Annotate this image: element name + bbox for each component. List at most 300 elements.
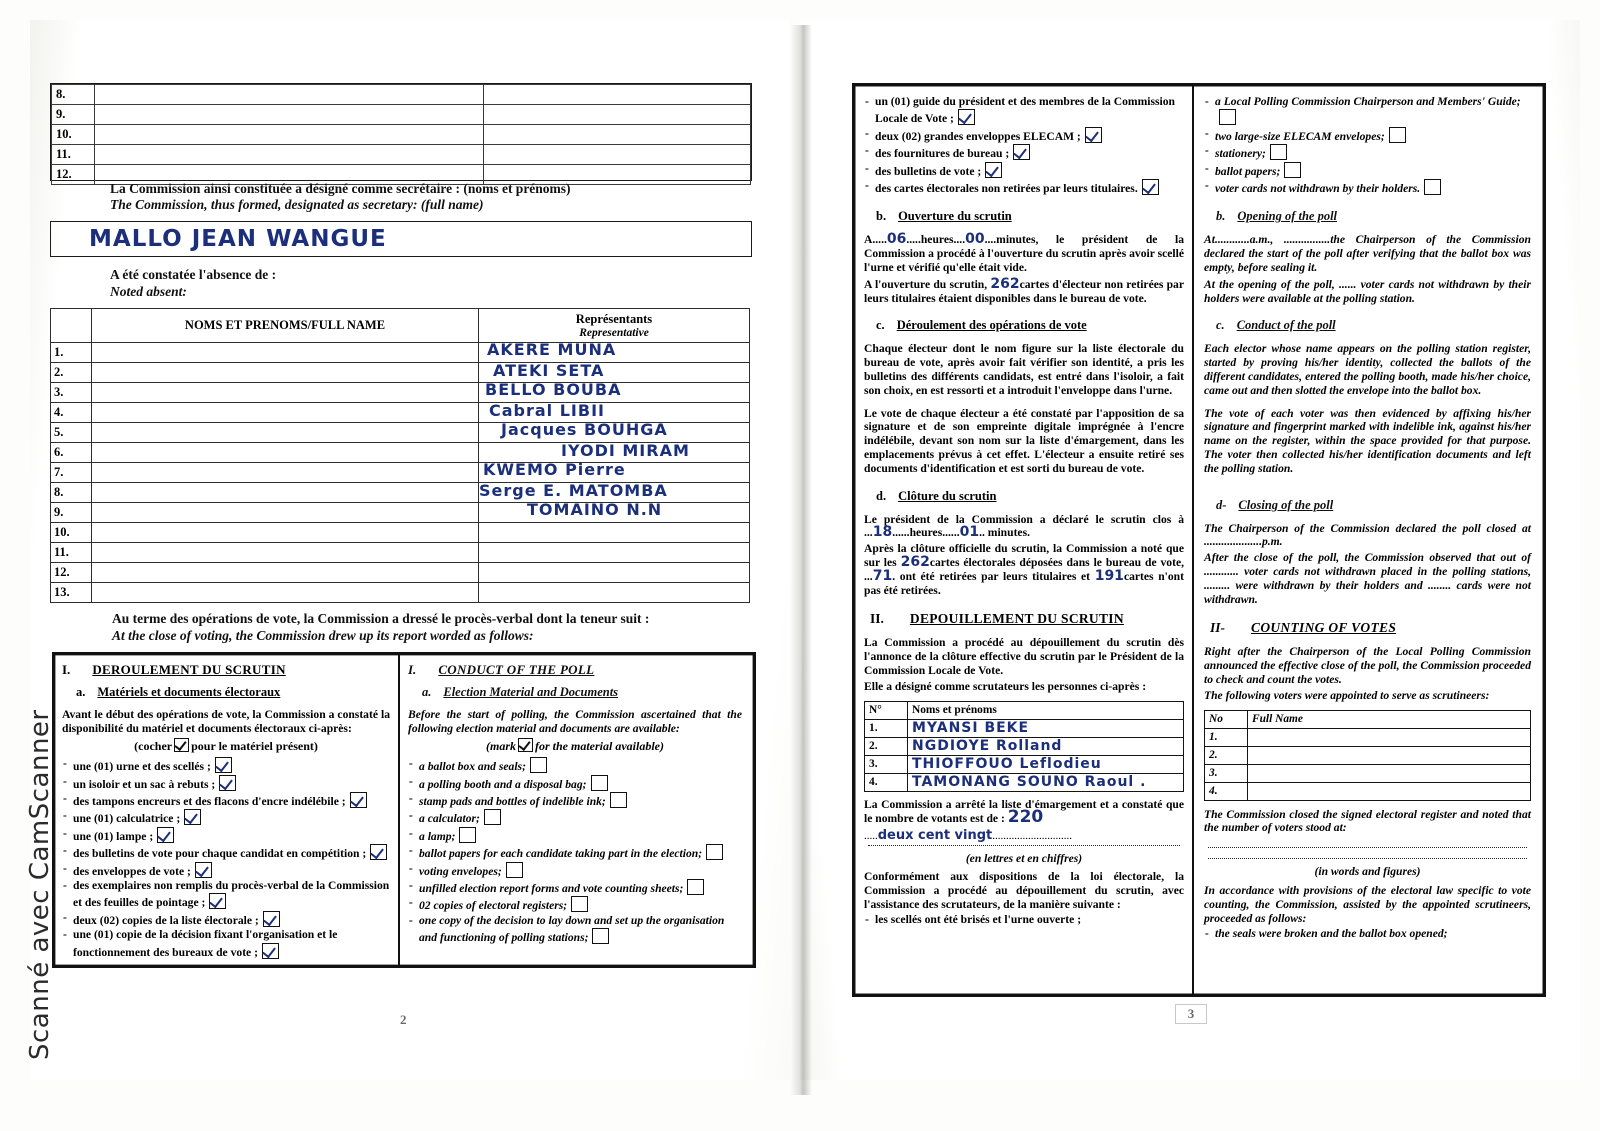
row-rep-cell[interactable] xyxy=(484,105,751,125)
absent-col-name: NOMS ET PRENOMS/FULL NAME xyxy=(92,309,479,343)
counting-heading-fr xyxy=(870,611,1184,627)
opening-p1c-fr: minutes, le président de la Commission a procédé à l'ouverture du scrutin après avoir scellé l'urne et vérifié qu'elle était vide. xyxy=(864,233,1184,275)
mark-suffix-fr: pour le matériel présent) xyxy=(191,739,318,754)
absent-row-number: 3. xyxy=(51,383,92,403)
counting-bullets-fr xyxy=(864,913,1184,927)
scrutineers-table-en xyxy=(1204,710,1531,801)
counting-para1-en: Right after the Chairperson of the Local Polling Commission announced the effective close of the poll, the Commission proceeded to check and count the votes. xyxy=(1204,645,1531,686)
closing-para2-en: After the close of the poll, the Commission observed that out of ............ voter cards not withdrawn placed in the polling stations, ......... were withdrawn by their holders and ........ cards were not withdrawn. xyxy=(1204,551,1531,606)
checkbox-icon[interactable] xyxy=(506,862,523,878)
table-row xyxy=(51,443,750,463)
subsection-letter-fr: a. xyxy=(76,685,86,699)
row-name-cell[interactable] xyxy=(95,145,484,165)
right-column-english xyxy=(1194,85,1539,995)
absent-row-name[interactable] xyxy=(92,403,479,423)
checkbox-icon[interactable] xyxy=(1284,162,1301,178)
absent-row-representative[interactable]: KWEMO Pierre xyxy=(479,463,750,483)
counting-para3-fr: Conformément aux dispositions de la loi électorale, la Commission a procédé au dépouillement du scrutin, avec l'assistance des scrutateurs, de la manière suivante : xyxy=(864,870,1184,911)
tick-example-icon-en xyxy=(518,738,533,752)
absent-row-number: 5. xyxy=(51,423,92,443)
checklist-label: a ballot box and seals; xyxy=(419,760,526,774)
checklist-item xyxy=(1204,144,1531,161)
table-row xyxy=(1205,764,1531,782)
checklist-item xyxy=(408,775,742,792)
absent-row-representative[interactable]: Cabral LIBII xyxy=(479,403,750,423)
table-row xyxy=(865,737,1184,755)
absent-row-name[interactable] xyxy=(92,563,479,583)
absent-row-number: 10. xyxy=(51,523,92,543)
counting-para2-fr: Elle a désigné comme scrutateurs les personnes ci-après : xyxy=(864,679,1147,693)
table-row xyxy=(51,463,750,483)
scrutineer-col-no-fr: N° xyxy=(865,701,908,719)
checklist-item xyxy=(62,844,390,861)
closing-p2b-fr: cartes électorales déposées dans le bureau de vote, xyxy=(929,555,1184,569)
table-row xyxy=(51,383,750,403)
counting-roman-en: II- xyxy=(1210,620,1226,636)
checklist-item xyxy=(408,879,742,896)
absent-row-name[interactable] xyxy=(92,463,479,483)
closing-p1a-fr: Le président de la Commission a déclaré le scrutin clos à xyxy=(864,512,1184,526)
checkbox-checked-icon[interactable] xyxy=(209,893,226,909)
row-rep-cell[interactable] xyxy=(484,85,751,105)
closing-minutes-value: 01 xyxy=(959,524,980,541)
checklist-item xyxy=(864,144,1184,161)
checklist-label: des fournitures de bureau ; xyxy=(875,147,1010,161)
table-row xyxy=(51,423,750,443)
checkbox-checked-icon[interactable] xyxy=(1085,127,1102,143)
conduct-para1-fr: Chaque électeur dont le nom figure sur la liste électorale du bureau de vote, après avoir fait vérifier son identité, a pris les bulletins des différents candidats, est entré dans l'isoloir, a fait son choix, en est ressorti et a introduit l'enveloppe dans l'urne. xyxy=(864,342,1184,397)
section-title-fr: DEROULEMENT DU SCRUTIN xyxy=(92,662,286,677)
checklist-item xyxy=(62,911,390,928)
secretary-name-field[interactable] xyxy=(50,221,752,257)
absent-row-number: 7. xyxy=(51,463,92,483)
counting-heading-en xyxy=(1210,620,1531,636)
opening-hours-value: 06 xyxy=(886,231,907,248)
counting-bullets-en xyxy=(1204,927,1531,941)
checklist-label: deux (02) grandes enveloppes ELECAM ; xyxy=(875,129,1081,143)
subsection-heading-fr xyxy=(76,685,390,700)
closing-para1-fr: Le président de la Commission a déclaré le scrutin clos à ...18......heures......01.. minutes. xyxy=(864,512,1184,541)
checklist-item xyxy=(62,809,390,826)
checklist-label: un isoloir et un sac à rebuts ; xyxy=(73,777,216,791)
checklist-item xyxy=(1204,127,1531,144)
scrutineer-name[interactable]: NGDIOYE Rolland xyxy=(908,737,1184,755)
counting-para1-fr: La Commission a procédé au dépouillement du scrutin dès l'annonce de la clôture effective du scrutin par le Président de la Commission Locale de Vote. xyxy=(864,636,1184,677)
scrutineer-number: 4. xyxy=(865,773,908,791)
section-title-en: CONDUCT OF THE POLL xyxy=(438,662,595,677)
row-number: 9. xyxy=(52,105,95,125)
opening-p1a-fr: A xyxy=(864,233,873,247)
checkbox-checked-icon[interactable] xyxy=(195,862,212,878)
secretary-label-fr: La Commission ainsi constituée a désigné comme secrétaire : (noms et prénoms) xyxy=(110,181,571,196)
closing-withdrawn-value: 71 xyxy=(872,567,893,584)
closing-paragraph-en: At the close of voting, the Commission drew up its report worded as follows: xyxy=(112,628,534,643)
table-row xyxy=(1205,728,1531,746)
checklist-label: un (01) guide du président et des membres de la Commission Locale de Vote ; xyxy=(875,95,1175,126)
checklist-label: des enveloppes de vote ; xyxy=(73,864,191,878)
checklist-item xyxy=(408,914,742,946)
conduct-title-en: Conduct of the poll xyxy=(1236,318,1336,333)
checkbox-icon[interactable] xyxy=(687,879,704,895)
closing-not-withdrawn-value: 191 xyxy=(1094,567,1124,584)
checklist-label: des exemplaires non remplis du procès-verbal de la Commission et des feuilles de pointage ; xyxy=(73,879,390,910)
table-row xyxy=(865,755,1184,773)
material-checklist-fr-cont xyxy=(864,95,1184,196)
absent-label xyxy=(110,266,276,300)
table-row xyxy=(51,363,750,383)
table-row xyxy=(51,563,750,583)
conduct-para1-en: Each elector whose name appears on the polling station register, started by proving his/her identity, collected the ballots of the different candidates, entered the polling booth, made his/her choice, came out and then slotted the envelope into the ballot box. xyxy=(1204,342,1531,397)
conduct-of-poll-box xyxy=(52,652,756,968)
absent-row-name[interactable] xyxy=(92,423,479,443)
conduct-para2-en: The vote of each voter was then evidenced by affixing his/her signature and fingerprint marked with indelible ink, against his/her name on the register, within the space provided for that purpose. The voter then collected his/her identification documents and left the polling station. xyxy=(1204,406,1531,475)
checklist-label: des cartes électorales non retirées par leurs titulaires. xyxy=(875,182,1138,196)
checkbox-checked-icon[interactable] xyxy=(184,809,201,825)
scrutineer-name[interactable]: TAMONANG SOUNO Raoul . xyxy=(908,773,1184,791)
checkbox-icon[interactable] xyxy=(530,757,547,773)
table-row xyxy=(51,523,750,543)
absent-col-rep-en: Representative xyxy=(579,327,649,339)
table-row xyxy=(52,85,751,105)
counting-para2-en: The following voters were appointed to serve as scrutineers: xyxy=(1204,688,1490,702)
absent-row-representative[interactable]: BELLO BOUBA xyxy=(479,383,750,403)
checkbox-checked-icon[interactable] xyxy=(262,943,279,959)
table-row xyxy=(51,503,750,523)
absent-col-rep-fr: Représentants xyxy=(575,312,653,326)
table-row xyxy=(1205,746,1531,764)
mark-suffix-en: for the material available) xyxy=(535,739,664,754)
material-checklist-en xyxy=(408,757,742,945)
checklist-item xyxy=(408,827,742,844)
opening-hours-label: heures xyxy=(920,233,954,247)
conduct-para2-fr: Le vote de chaque électeur a été constaté par l'apposition de sa signature et de son empreinte digitale imprégnée à l'encre indélébile, devant son nom sur la liste d'émargement, dans les emplacements prévus à cet effet. L'électeur a ensuite retiré ses documents d'identification et est sorti du bureau de vote. xyxy=(864,406,1184,475)
checklist-item xyxy=(62,792,390,809)
checklist-item xyxy=(62,862,390,879)
checklist-label: une (01) urne et des scellés ; xyxy=(73,760,211,774)
secretary-label-en: The Commission, thus formed, designated as secretary: (full name) xyxy=(110,197,484,212)
table-row xyxy=(865,719,1184,737)
closing-p1c-fr: minutes. xyxy=(987,526,1030,540)
absent-persons-table xyxy=(50,308,750,603)
opening-title-fr: Ouverture du scrutin xyxy=(898,209,1012,224)
conduct-heading-fr xyxy=(876,318,1184,333)
absent-row-representative[interactable]: Jacques BOUHGA xyxy=(479,423,750,443)
absent-row-name[interactable] xyxy=(92,543,479,563)
opening-cards-value: 262 xyxy=(990,275,1020,292)
checklist-label: 02 copies of electoral registers; xyxy=(419,899,568,913)
checklist-item xyxy=(408,809,742,826)
absent-row-representative[interactable] xyxy=(479,523,750,543)
counting-title-fr: DEPOUILLEMENT DU SCRUTIN xyxy=(909,611,1124,627)
checklist-label: une (01) lampe ; xyxy=(73,829,154,843)
scrutineer-name[interactable] xyxy=(1248,746,1531,764)
opening-para2-fr xyxy=(864,275,1184,306)
checklist-item xyxy=(62,757,390,774)
absent-label-fr: A été constatée l'absence de : xyxy=(110,267,277,282)
words-figures-label-en: (in words and figures) xyxy=(1314,865,1421,879)
voters-prefix-text-fr: La Commission a arrêté la liste d'émargement et a constaté que le nombre de votants est de : xyxy=(864,797,1184,826)
closing-p2c-fr: ont été retirées par leurs titulaires et xyxy=(899,569,1091,583)
table-row xyxy=(51,583,750,603)
scrutineer-number: 2. xyxy=(1205,746,1248,764)
checklist-label: des bulletins de vote ; xyxy=(875,164,982,178)
checklist-label: a lamp; xyxy=(419,829,456,843)
voters-count-prefix-en: The Commission closed the signed electoral register and noted that the number of voters stood at: xyxy=(1204,807,1531,835)
checkbox-checked-icon[interactable] xyxy=(1013,144,1030,160)
scrutineer-col-no-en: No xyxy=(1205,710,1248,728)
absent-row-representative[interactable]: TOMAINO N.N xyxy=(479,503,750,523)
closing-para1-en: The Chairperson of the Commission declared the poll closed at ....................p.m. xyxy=(1204,521,1531,549)
checkbox-icon[interactable] xyxy=(571,896,588,912)
checklist-label: ballot papers; xyxy=(1215,164,1281,178)
checkbox-checked-icon[interactable] xyxy=(157,827,174,843)
absent-row-representative[interactable] xyxy=(479,543,750,563)
checkbox-icon[interactable] xyxy=(1389,127,1406,143)
voters-words-value: deux cent vingt xyxy=(877,828,993,844)
right-column-french: - un (01) guide du président et des membres de la Commission Locale de Vote ; - deux (02) grandes enveloppes ELECAM ; - des fournitures de bureau ; - des bulletins de vote ; - des cartes électorales non retirées par leurs titulaires. b. Ouverture du scrutin A.....06.....heures....00....minutes, le président de la Commission a procédé à l'ouverture du scrutin après avoir scellé l'urne et vérifié qu'elle était vide. A l'ouverture du scrutin, 262cartes d'électeur non retirées par leurs titulaires étaient disponibles dans le bureau de vote. c. Déroulement des opérations de vote Chaque électeur dont le nom figure sur la liste électorale du bureau de vote, après avoir fait vérifier son identité, a pris les bulletins des différents candidats, est entré dans l'isoloir, a fait son choix, en est ressorti et a introduit l'enveloppe dans l'urne. Le vote de chaque électeur a été constaté par l'apposition de sa signature et de son empreinte digitale imprégnée à l'encre indélébile, devant son nom sur la liste d'émargement, dans les emplacements prévus à cet effet. L'électeur a ensuite retiré ses documents d'identification et est sorti du bureau de vote. d. Clôture du scrutin Le président de la Commission a déclaré le scrutin clos à ...18......heures......01.. minutes. Après la clôture officielle du scrutin, la Commission a noté que sur les 262cartes électorales déposées dans le bureau de vote, ...71. ont été retirées par leurs titulaires et 191cartes n'ont pas été retirées. II. DEPOUILLEMENT DU SCRUTIN La Commission a procédé au dépouillement du scrutin dès l'annonce de la clôture effective du scrutin par le Président de la Commission Locale de Vote. Elle a désigné comme scrutateurs les personnes ci-après : N° Noms et prénoms 1. MYANSI BEKE 2. NGDIOYE Rolland 3. THIOFFOUO Leflodieu 4. TAMONANG SOUNO Raoul . La Commission a arrêté la liste d'émargement et a constaté que le nombre de votants est de : 220 .....deux cent vingt............................. (en lettres et en chiffres) Conformément aux dispositions de la loi électorale, la Commission a procédé au dépouillement du scrutin, avec l'assistance des scrutateurs, de la manière suivante : - les scellés ont été brisés et l'urne ouverte ; xyxy=(854,85,1194,995)
conduct-letter-fr: c. xyxy=(876,318,885,333)
checkbox-icon[interactable] xyxy=(592,928,609,944)
absent-row-representative[interactable] xyxy=(479,583,750,603)
counting-bullet-1-en: - the seals were broken and the ballot box opened; xyxy=(1204,927,1531,941)
material-checklist-fr xyxy=(62,757,390,960)
absent-row-name[interactable] xyxy=(92,363,479,383)
opening-p2a-fr: A l'ouverture du scrutin, xyxy=(864,277,988,291)
checklist-label: voting envelopes; xyxy=(419,864,502,878)
checklist-label: une (01) calculatrice ; xyxy=(73,812,181,826)
scrutineer-number: 2. xyxy=(865,737,908,755)
row-number: 12. xyxy=(52,165,95,185)
closing-total-cards-value: 262 xyxy=(900,553,930,570)
checklist-label: a polling booth and a disposal bag; xyxy=(419,777,587,791)
checklist-item xyxy=(62,827,390,844)
absent-col-number xyxy=(51,309,92,343)
absent-row-name[interactable] xyxy=(92,503,479,523)
row-number: 11. xyxy=(52,145,95,165)
closing-hours-value: 18 xyxy=(872,524,893,541)
absent-row-name[interactable] xyxy=(92,343,479,363)
subsection-title-en: Election Material and Documents xyxy=(443,685,619,699)
conduct-letter-en: c. xyxy=(1216,318,1225,333)
scrutineer-name[interactable] xyxy=(1248,764,1531,782)
checkbox-icon[interactable] xyxy=(1424,179,1441,195)
absent-row-representative[interactable]: AKERE MUNA xyxy=(479,343,750,363)
absent-row-number: 2. xyxy=(51,363,92,383)
absent-col-representative xyxy=(479,309,750,343)
checkbox-icon[interactable] xyxy=(1270,144,1287,160)
mark-instruction-en xyxy=(408,738,742,754)
checklist-label: a Local Polling Commission Chairperson and Members' Guide; xyxy=(1215,95,1521,108)
scrutineer-number: 1. xyxy=(865,719,908,737)
checklist-item xyxy=(408,896,742,913)
opening-heading-en xyxy=(1216,209,1531,224)
closing-paragraph xyxy=(112,610,752,644)
tick-example-icon xyxy=(174,738,189,752)
row-rep-cell[interactable] xyxy=(484,145,751,165)
absent-row-representative[interactable] xyxy=(479,563,750,583)
checkbox-icon[interactable] xyxy=(484,809,501,825)
row-rep-cell[interactable] xyxy=(484,125,751,145)
page-gutter-shadow xyxy=(790,25,812,1095)
voters-dotline-en-2 xyxy=(1208,857,1527,859)
closing-paragraph-fr: Au terme des opérations de vote, la Commission a dressé le procès-verbal dont la teneur suit : xyxy=(112,611,650,626)
secretary-name-value: MALLO JEAN WANGUE xyxy=(89,226,387,252)
absent-row-name[interactable] xyxy=(92,443,479,463)
table-row xyxy=(52,125,751,145)
section-heading-fr xyxy=(62,662,390,678)
scrutineer-number: 1. xyxy=(1205,728,1248,746)
checklist-label: deux (02) copies de la liste électorale ; xyxy=(73,913,259,927)
scrutineer-name[interactable] xyxy=(1248,782,1531,800)
checkbox-checked-icon[interactable] xyxy=(1142,179,1159,195)
closing-title-en: Closing of the poll xyxy=(1238,497,1334,512)
conduct-column-french xyxy=(54,654,400,966)
opening-heading-fr xyxy=(876,209,1184,224)
absent-row-number: 12. xyxy=(51,563,92,583)
absent-row-name[interactable] xyxy=(92,483,479,503)
counting-bullet-1-fr: - les scellés ont été brisés et l'urne ouverte ; xyxy=(864,913,1184,927)
checklist-item xyxy=(1204,179,1531,196)
conduct-heading-en xyxy=(1216,318,1531,333)
section-heading-en xyxy=(408,662,742,678)
checklist-item xyxy=(62,928,390,960)
checklist-label: ballot papers for each candidate taking part in the election; xyxy=(419,847,703,861)
opening-letter-fr: b. xyxy=(876,209,887,224)
conduct-title-fr: Déroulement des opérations de vote xyxy=(896,318,1087,333)
checkbox-checked-icon[interactable] xyxy=(958,109,975,125)
absent-row-number: 1. xyxy=(51,343,92,363)
row-name-cell[interactable] xyxy=(95,125,484,145)
closing-para2-fr: Après la clôture officielle du scrutin, la Commission a noté que sur les 262cartes électorales déposées dans le bureau de vote, ...71. ont été retirées par leurs titulaires et 191cartes n'ont pas été retirées. xyxy=(864,542,1184,597)
checklist-item xyxy=(408,844,742,861)
checklist-label: des bulletins de vote pour chaque candidat en compétition ; xyxy=(73,847,367,861)
opening-letter-en: b. xyxy=(1216,209,1226,224)
checklist-item xyxy=(864,162,1184,179)
material-checklist-en-cont xyxy=(1204,95,1531,196)
scrutineer-col-name-en: Full Name xyxy=(1248,710,1531,728)
row-name-cell[interactable] xyxy=(95,105,484,125)
counting-para3-en: In accordance with provisions of the electoral law specific to vote counting, the Commission, assisted by the appointed scrutineers, proceeded as follows: xyxy=(1204,884,1531,925)
checkbox-icon[interactable] xyxy=(1219,109,1236,125)
absent-row-number: 9. xyxy=(51,503,92,523)
scrutineers-table-fr xyxy=(864,701,1184,792)
scrutineer-name[interactable] xyxy=(1248,728,1531,746)
closing-title-fr: Clôture du scrutin xyxy=(898,488,997,503)
mark-prefix-fr: (cocher xyxy=(134,739,173,754)
table-row xyxy=(51,343,750,363)
checkbox-checked-icon[interactable] xyxy=(370,844,387,860)
scrutineer-col-name-fr: Noms et prénoms xyxy=(908,701,1184,719)
closing-heading-en xyxy=(1216,498,1531,513)
checkbox-checked-icon[interactable] xyxy=(215,757,232,773)
checkbox-icon[interactable] xyxy=(459,827,476,843)
opening-p2b-fr: cartes d'électeur non retirées par leurs titulaires étaient disponibles dans le bureau de vote. xyxy=(864,277,1184,305)
conduct-column-english xyxy=(400,654,750,966)
words-figures-label-fr: (en lettres et en chiffres) xyxy=(965,852,1083,866)
checklist-item xyxy=(864,95,1184,127)
checkbox-checked-icon[interactable] xyxy=(985,162,1002,178)
scrutineer-name[interactable]: MYANSI BEKE xyxy=(908,719,1184,737)
absent-row-number: 11. xyxy=(51,543,92,563)
closing-p2d-fr: cartes n'ont pas été retirées. xyxy=(864,569,1184,597)
absent-row-representative[interactable]: Serge E. MATOMBA xyxy=(479,483,750,503)
closing-heading-fr xyxy=(876,489,1184,504)
closing-p2a-fr: Après la clôture officielle du scrutin, la Commission a noté que sur les xyxy=(864,542,1184,569)
row-name-cell[interactable] xyxy=(95,85,484,105)
scrutineer-number: 4. xyxy=(1205,782,1248,800)
row-number: 10. xyxy=(52,125,95,145)
absent-row-number: 13. xyxy=(51,583,92,603)
closing-letter-fr: d. xyxy=(876,488,887,503)
checkbox-checked-icon[interactable] xyxy=(350,792,367,808)
checklist-label: une (01) copie de la décision fixant l'organisation et le fonctionnement des bureaux de vote ; xyxy=(73,928,338,959)
absent-row-number: 6. xyxy=(51,443,92,463)
checklist-label: des tampons encreurs et des flacons d'encre indélébile ; xyxy=(73,795,346,808)
opening-title-en: Opening of the poll xyxy=(1237,209,1338,224)
counting-roman-fr: II. xyxy=(870,611,884,627)
checklist-label: stamp pads and bottles of indelible ink; xyxy=(419,795,606,808)
checklist-label: voter cards not withdrawn by their holders. xyxy=(1215,182,1421,196)
checklist-item xyxy=(408,757,742,774)
checklist-item xyxy=(408,792,742,809)
absent-row-name[interactable] xyxy=(92,383,479,403)
table-row xyxy=(865,773,1184,791)
section-roman-fr: I. xyxy=(62,662,71,677)
checkbox-checked-icon[interactable] xyxy=(263,911,280,927)
absent-row-number: 4. xyxy=(51,403,92,423)
camscanner-watermark: Scanné avec CamScanner xyxy=(25,709,55,1060)
absent-row-representative[interactable]: IYODI MIRAM xyxy=(479,443,750,463)
row-number: 8. xyxy=(52,85,95,105)
checklist-label: stationery; xyxy=(1215,147,1266,161)
checklist-label: unfilled election report forms and vote counting sheets; xyxy=(419,882,684,896)
table-row xyxy=(51,543,750,563)
absent-row-name[interactable] xyxy=(92,583,479,603)
closing-letter-en: d- xyxy=(1216,497,1227,512)
opening-para1-fr: A.....06.....heures....00....minutes, le président de la Commission a procédé à l'ouverture du scrutin après avoir scellé l'urne et vérifié qu'elle était vide. xyxy=(864,231,1184,275)
checklist-item xyxy=(408,862,742,879)
material-intro-en: Before the start of polling, the Commission ascertained that the following election material and documents are available: xyxy=(408,708,742,735)
checkbox-checked-icon[interactable] xyxy=(219,775,236,791)
scrutineer-name[interactable]: THIOFFOUO Leflodieu xyxy=(908,755,1184,773)
voters-count-prefix-fr xyxy=(864,798,1184,827)
opening-minutes-value: 00 xyxy=(965,231,985,248)
absent-row-number: 8. xyxy=(51,483,92,503)
material-intro-fr: Avant le début des opérations de vote, la Commission a constaté la disponibilité du matériel et documents électoraux ci-après: xyxy=(62,708,390,735)
checklist-item xyxy=(1204,162,1531,179)
absent-row-representative[interactable]: ATEKI SETA xyxy=(479,363,750,383)
checkbox-icon[interactable] xyxy=(591,775,608,791)
checklist-label: two large-size ELECAM envelopes; xyxy=(1215,129,1385,143)
left-page-number: 2 xyxy=(400,1012,407,1027)
mark-prefix-en: (mark xyxy=(486,739,516,754)
absent-label-en: Noted absent: xyxy=(110,284,187,299)
right-page-number: 3 xyxy=(1175,1004,1207,1024)
table-row xyxy=(52,145,751,165)
checkbox-icon[interactable] xyxy=(610,792,627,808)
opening-para1-en: At............a.m., ................the Chairperson of the Commission declared the start of the poll after verifying that the ballot box was empty, before sealing it. xyxy=(1204,233,1531,275)
checkbox-icon[interactable] xyxy=(706,844,723,860)
voters-figure-value: 220 xyxy=(1007,807,1044,828)
checklist-item xyxy=(864,127,1184,144)
opening-para2-en: At the opening of the poll, ...... voter cards not withdrawn by their holders were available at the polling station. xyxy=(1204,277,1531,305)
absent-row-name[interactable] xyxy=(92,523,479,543)
mark-instruction-fr xyxy=(62,738,390,754)
table-row xyxy=(1205,782,1531,800)
table-row xyxy=(52,105,751,125)
checklist-item xyxy=(62,775,390,792)
voters-dotline-en-1 xyxy=(1208,846,1527,848)
